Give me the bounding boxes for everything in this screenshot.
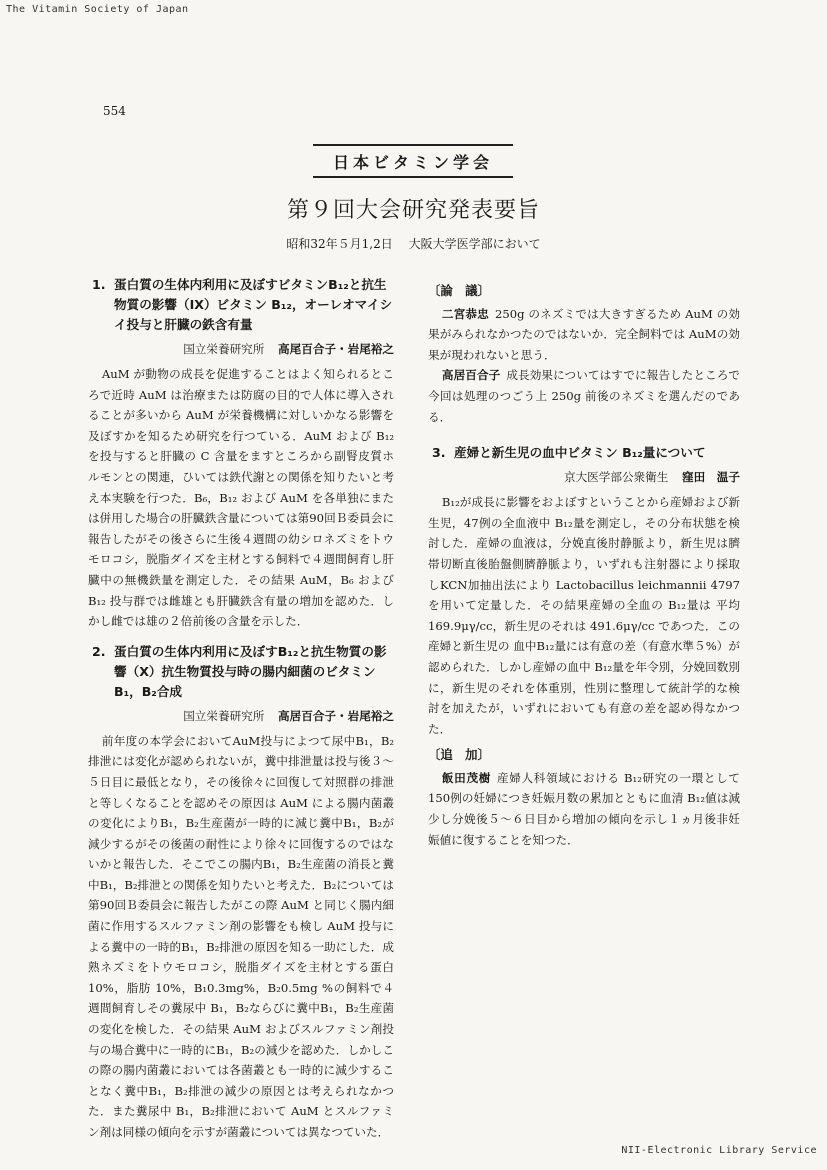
discussion-item <box>428 365 740 427</box>
section-2-number: 2. <box>92 643 106 659</box>
section-1-institute: 国立栄養研究所 <box>183 342 265 356</box>
meeting-venue: 大阪大学医学部において <box>408 237 541 251</box>
section-3-affiliation <box>428 466 740 488</box>
meeting-date: 昭和32年５月1,2日 <box>286 237 393 251</box>
section-3-body: B₁₂が成長に影響をおよぼすということから産婦および新生児，47例の全血液中 B₁₂量を測定し，その分布状態を検討した．産婦の血液は，分娩直後肘静脈より，新生児は臍帯切断直後胎盤側臍静脈より，いずれも注射器により採取しKCN加抽出法により Lactobacillus leichmannii 4797を用いて定量した．その結果産婦の全血の B₁₂量は 平均 169.9μγ/cc，新生児のそれは 491.6μγ/cc であつた．この産婦と新生児の 血中B₁₂量には有意の差（有意水準５%）が認められた．しかし産婦の血中 B₁₂量を年令別，分娩回数別に，新生児のそれを体重別，性別に整理して統計学的な検討を加えたが，いずれにおいても有意の差を認め得なかつた． <box>428 495 740 736</box>
section-3-institute: 京大医学部公衆衛生 <box>563 470 669 485</box>
section-1-number: 1. <box>92 277 106 292</box>
page-title: 第９回大会研究発表要旨 <box>286 198 540 223</box>
left-column <box>88 275 394 1143</box>
section-3-number: 3. <box>432 445 446 461</box>
footer-service: NII-Electronic Library Service <box>621 1145 817 1156</box>
addition-speaker: 飯田茂樹 <box>441 770 491 785</box>
society-name: 日本ビタミン学会 <box>332 152 493 172</box>
section-3-authors: 窪田 温子 <box>682 470 740 485</box>
section-3-title <box>428 443 740 463</box>
section-2-institute: 国立栄養研究所 <box>183 708 265 723</box>
section-1-title <box>88 275 394 335</box>
right-column <box>428 275 740 850</box>
section-2-body: 前年度の本学会においてAuM投与によつて尿中B₁，B₂排泄には変化が認められないが，糞中排泄量は投与後３～５日目に最低となり，その後徐々に回復して対照群の排泄と等しくなることを認めその原因は AuM による腸内菌叢の変化によりB₁，B₂生産菌が一時的に減じ糞中B₁，B₂が減少するがその後菌の耐性により徐々に回復するのではないかと報告した．そこでこの腸内B₁，B₂生産菌の消長と糞中B₁，B₂排泄との関係を知りたいと考えた．B₂については第90回Ｂ委員会に報告したがこの際 AuM と同じく腸内細菌に作用するスルファミン剤の影響をも検し AuM 投与による糞中の一時的B₁，B₂排泄の原因を知る一助にした．成熟ネズミをトウモロコシ，脱脂ダイズを主材とする蛋白10%，脂肪 10%，B₁0.3mg%，B₂0.5mg %の飼料で４週間飼育しその糞尿中 B₁，B₂ならびに糞中B₁，B₂生産菌の変化を検した．その結果 AuM およびスルファミン剤投与の場合糞中に一時的にB₁，B₂の減少を認めた．しかしこの際の腸内菌叢においては各菌叢とも一時的に減少することなく糞中B₁，B₂排泄の減少の原因とは考えられなかつた．また糞尿中 B₁，B₂排泄において AuM とスルファミン剤は同様の傾向を示すが菌叢については異なつていた． <box>88 733 394 1139</box>
discussion-speaker: 高居百合子 <box>441 368 501 383</box>
discussion-item <box>428 304 740 366</box>
addition-heading: 〔追 加〕 <box>428 747 490 763</box>
addition-text: 産婦人科領域における B₁₂研究の一環として 150例の妊婦につき妊娠月数の累加とともに血清 B₁₂値は減少し分娩後５～６日目から増加の傾向を示し１ヵ月後非妊娠値に復することを知つた． <box>428 770 740 847</box>
section-2-affiliation <box>88 705 394 727</box>
addition-item <box>428 768 740 850</box>
discussion-heading: 〔論 議〕 <box>428 283 490 298</box>
section-2-heading: 蛋白質の生体内利用に及ぼすB₁₂と抗生物質の影響（X）抗生物質投与時の腸内細菌のビタミンB₁，B₂合成 <box>114 643 387 699</box>
discussion-text: 成長効果についてはすでに報告したところで今回は処理のつごう上 250g 前後のネズミを選んだのである． <box>428 368 740 424</box>
source-header: The Vitamin Society of Japan <box>6 4 189 15</box>
discussion-speaker: 二宮恭忠 <box>441 306 489 321</box>
section-1-body: AuM が動物の成長を促進することはよく知られるところで近時 AuM は治療または防腐の目的で人体に導入されることが多いから AuM が栄養機構に対しいかなる影響を及ぼすかを知るため研究を行つている．AuM および B₁₂ を投与すると肝臓の C 含量をますところから副腎皮質ホルモンとの関連，ひいては鉄代謝との関係を知りたいと考え本実験を行つた．B₆，B₁₂ および AuM を各単独にまたは併用した場合の肝臓鉄含量については第90回Ｂ委員会に報告したがその後さらに生後４週間の幼シロネズミをトウモロコシ，脱脂ダイズを主材とする飼料で４週間飼育し肝臓中の無機鉄量を測定した．その結果 AuM，B₆ および B₁₂ 投与群では雌雄とも肝臓鉄含有量の増加を認めた．しかし雌では雄の２倍前後の含量を示した． <box>88 367 394 629</box>
discussion-text: 250g のネズミでは大きすぎるため AuM の効果がみられなかつたのではないか．完全飼料では AuMの効果が現われないと思う． <box>428 306 740 362</box>
section-1-heading: 蛋白質の生体内利用に及ぼすビタミンB₁₂と抗生物質の影響（IX）ビタミン B₁₂，オーレオマイシイ投与と肝臓の鉄含有量 <box>114 277 393 332</box>
section-1-affiliation <box>88 338 394 360</box>
section-1-authors: 高尾百合子・岩尾裕之 <box>278 342 394 356</box>
meeting-subtitle <box>0 235 827 252</box>
society-banner <box>313 144 513 178</box>
section-3-heading: 産婦と新生児の血中ビタミン B₁₂量について <box>454 445 706 461</box>
page-number: 554 <box>103 104 126 118</box>
section-2-authors: 高居百合子・岩尾裕之 <box>278 708 394 723</box>
section-2-title <box>88 642 394 702</box>
